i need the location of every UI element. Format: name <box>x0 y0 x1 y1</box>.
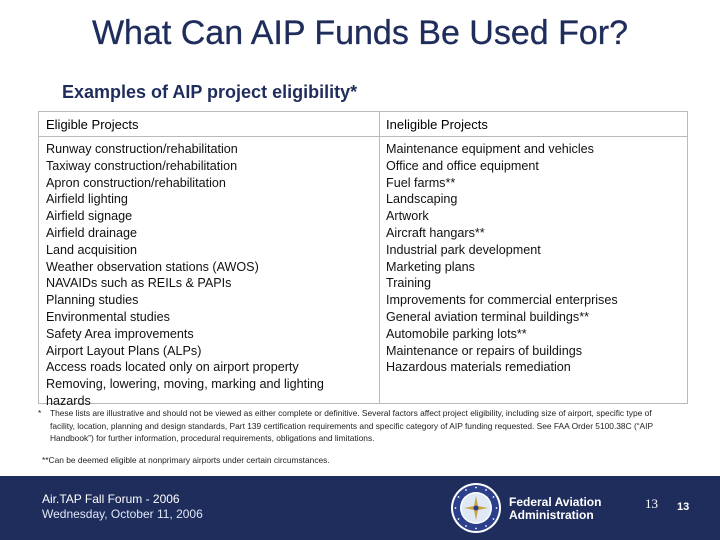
eligible-header: Eligible Projects <box>46 117 139 132</box>
agency-line-1: Federal Aviation <box>509 495 602 509</box>
event-date: Wednesday, October 11, 2006 <box>42 507 203 521</box>
ineligible-item: Industrial park development <box>386 242 541 257</box>
footnote-text: These lists are illustrative and should not be viewed as either complete or definitive. Several factors affect project eligibility, including size of airport, specific type of facility, location, planning and design standards, Part 139 certification requirements and specific category of AIP funding requested. See FAA Order 5100.38C (“AIP Handbook”) for further information, procedural requirements, obligations and limitations. <box>50 408 653 443</box>
ineligible-item: Hazardous materials remediation <box>386 360 571 375</box>
ineligible-item: Landscaping <box>386 192 458 207</box>
event-name: Air.TAP Fall Forum - 2006 <box>42 492 180 506</box>
eligible-item: Airfield signage <box>46 209 133 224</box>
eligibility-table <box>38 111 688 408</box>
slide-title: What Can AIP Funds Be Used For? <box>91 14 629 52</box>
agency-name <box>509 496 601 522</box>
ineligible-item: Aircraft hangars** <box>386 225 485 240</box>
ineligible-header: Ineligible Projects <box>386 117 488 132</box>
eligible-item: Airfield drainage <box>46 225 138 240</box>
page-number-small: 13 <box>677 501 690 513</box>
ineligible-item: Artwork <box>386 209 429 224</box>
ineligible-item: Office and office equipment <box>386 158 539 173</box>
eligible-item: Airport Layout Plans (ALPs) <box>46 343 202 358</box>
faa-seal-icon <box>450 482 502 534</box>
ineligible-list <box>386 141 686 376</box>
ineligible-item: Marketing plans <box>386 259 475 274</box>
eligible-item: Apron construction/rehabilitation <box>46 175 226 190</box>
ineligible-item: Automobile parking lots** <box>386 326 527 341</box>
agency-line-2: Administration <box>509 508 594 522</box>
footnote-marker: * <box>38 408 42 418</box>
ineligible-item: Fuel farms** <box>386 175 456 190</box>
eligible-item: Airfield lighting <box>46 192 128 207</box>
eligible-item: Taxiway construction/rehabilitation <box>46 158 238 173</box>
slide-subtitle: Examples of AIP project eligibility* <box>62 82 358 102</box>
footnote <box>38 407 678 445</box>
eligible-item: Safety Area improvements <box>46 326 194 341</box>
column-divider <box>379 112 380 403</box>
eligible-list <box>46 141 371 410</box>
eligible-item: Runway construction/rehabilitation <box>46 142 238 156</box>
eligible-item: Planning studies <box>46 293 139 308</box>
page-number: 13 <box>645 496 658 511</box>
eligible-item: Land acquisition <box>46 242 138 257</box>
ineligible-item: Maintenance or repairs of buildings <box>386 343 583 358</box>
slide-footer <box>0 476 720 540</box>
eligible-item: Removing, lowering, moving, marking and lighting hazards <box>46 377 324 408</box>
ineligible-item: Improvements for commercial enterprises <box>386 293 618 308</box>
ineligible-item: Training <box>386 276 432 291</box>
ineligible-item: Maintenance equipment and vehicles <box>386 142 594 156</box>
eligible-item: NAVAIDs such as REILs & PAPIs <box>46 276 232 291</box>
footnote-secondary: **Can be deemed eligible at nonprimary airports under certain circumstances. <box>42 455 330 465</box>
eligible-item: Access roads located only on airport property <box>46 360 299 375</box>
ineligible-item: General aviation terminal buildings** <box>386 309 590 324</box>
eligible-item: Environmental studies <box>46 309 170 324</box>
eligible-item: Weather observation stations (AWOS) <box>46 259 259 274</box>
